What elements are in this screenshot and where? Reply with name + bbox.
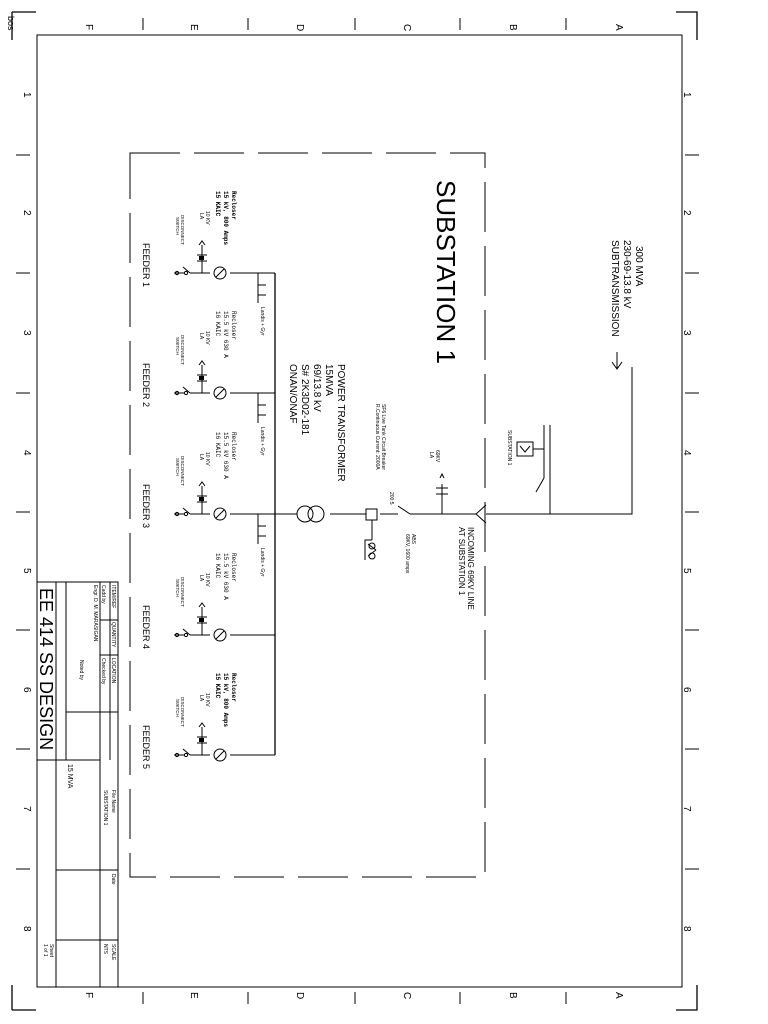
svg-text:ONAN/ONAF: ONAN/ONAF [287, 364, 298, 424]
recloser-label: 16 KAIC [214, 432, 221, 458]
row-letter: C [401, 24, 412, 32]
svg-text:69/13.8 kV: 69/13.8 kV [311, 364, 322, 412]
feeder-branch [141, 673, 275, 769]
recloser-label: 15.5 kV 630 A [222, 311, 229, 358]
col-number: 1 [681, 92, 692, 98]
drawing-title: EE 414 SS DESIGN [36, 588, 56, 751]
svg-text:FEEDER 5: FEEDER 5 [141, 725, 151, 770]
recloser-label: Recloser [230, 432, 237, 461]
svg-text:10 KV: 10 KV [204, 573, 210, 587]
svg-text:1 of 1: 1 of 1 [42, 944, 48, 957]
frame-row-letters-top [83, 24, 624, 31]
svg-text:LA: LA [428, 452, 434, 459]
power-transformer-label [287, 364, 346, 482]
col-number: 1 [21, 92, 32, 98]
metering-tap [258, 273, 266, 303]
svg-text:FEEDER 3: FEEDER 3 [141, 484, 151, 529]
svg-text:AT SUBSTATION 1: AT SUBSTATION 1 [457, 527, 466, 596]
recloser-label: 15.5 kV 630 A [222, 553, 229, 600]
row-letter: B [507, 992, 518, 999]
svg-text:10 KV: 10 KV [204, 693, 210, 707]
corner-tag: bos [6, 16, 16, 31]
recloser-label: 15.5 kV 630 A [222, 432, 229, 479]
svg-text:SUBSTATION 1: SUBSTATION 1 [102, 790, 108, 826]
col-number: 3 [21, 330, 32, 336]
incoming-line-label: INCOMING 69KV LINE [466, 527, 475, 610]
svg-text:10 KV: 10 KV [204, 211, 210, 225]
recloser-label: 16 KAIC [214, 553, 221, 579]
svg-text:69KV: 69KV [434, 450, 440, 463]
disconnect-switch-symbol [183, 387, 190, 393]
svg-text:Sheet: Sheet [48, 944, 54, 958]
svg-text:SUBTRANSMISSION: SUBTRANSMISSION [609, 240, 620, 337]
svg-text:Checked by: Checked by [100, 658, 106, 685]
svg-text:69KV, 1600 amps: 69KV, 1600 amps [404, 534, 410, 574]
svg-text:SUBSTATION 1: SUBSTATION 1 [506, 430, 512, 466]
recloser-label: Recloser [230, 673, 237, 702]
svg-text:Date: Date [110, 874, 116, 885]
recloser-label: 16 KAIC [214, 311, 221, 337]
svg-text:File Name: File Name [110, 790, 116, 813]
recloser-label: 15 KAIC [214, 673, 221, 699]
row-letter: F [83, 24, 94, 31]
col-number: 6 [21, 687, 32, 693]
feeder-branch [141, 191, 275, 336]
row-letter: E [188, 992, 199, 999]
recloser-label: 15 kV, 800 Amps [222, 191, 229, 246]
row-letter: C [401, 992, 412, 1000]
svg-text:DISCONNECT: DISCONNECT [180, 697, 185, 727]
col-number: 5 [21, 568, 32, 574]
svg-text:LA: LA [198, 454, 204, 461]
col-number: 4 [681, 450, 692, 456]
svg-text:SCALE: SCALE [110, 944, 116, 961]
feeder-branch [141, 553, 275, 649]
disconnect-switch-symbol [183, 749, 190, 755]
svg-text:DISCONNECT: DISCONNECT [180, 456, 185, 486]
svg-text:POWER TRANSFORMER: POWER TRANSFORMER [335, 364, 346, 482]
col-number: 6 [681, 687, 692, 693]
row-letter: D [294, 992, 305, 1000]
feeders [141, 191, 275, 769]
svg-text:Landis + Gyr: Landis + Gyr [259, 427, 265, 456]
svg-text:R.Continuous Current: 2000A: R.Continuous Current: 2000A [374, 404, 380, 470]
svg-text:LOCATION: LOCATION [110, 658, 116, 684]
svg-text:FEEDER 4: FEEDER 4 [141, 605, 151, 650]
svg-text:FEEDER 1: FEEDER 1 [141, 243, 151, 288]
col-number: 4 [21, 450, 32, 456]
svg-text:SF6 Live Tank Circuit Breaker: SF6 Live Tank Circuit Breaker [380, 404, 386, 471]
recloser-label: 15 kV, 800 Amps [222, 673, 229, 728]
svg-text:200:5: 200:5 [388, 492, 394, 505]
svg-text:Noted by: Noted by [78, 660, 84, 681]
svg-text:LA: LA [198, 575, 204, 582]
svg-text:Engr. D. M. MARASIGAN: Engr. D. M. MARASIGAN [92, 585, 98, 642]
metering-tap [258, 393, 266, 423]
svg-text:SWITCH: SWITCH [175, 458, 180, 476]
svg-text:15MVA: 15MVA [323, 364, 334, 397]
col-number: 7 [681, 806, 692, 812]
svg-text:DISCONNECT: DISCONNECT [180, 577, 185, 607]
recloser-label: Recloser [230, 311, 237, 340]
feeder-branch [141, 311, 275, 456]
svg-text:230-69-13.8 kV: 230-69-13.8 kV [621, 240, 632, 309]
row-letter: A [613, 24, 624, 31]
recloser-label: 15 KAIC [214, 191, 221, 217]
row-letter: B [507, 24, 518, 31]
svg-text:10 KV: 10 KV [204, 331, 210, 345]
svg-text:S# 2K3D02-181: S# 2K3D02-181 [299, 364, 310, 436]
frame-row-letters-bottom [83, 992, 624, 999]
col-number: 8 [681, 926, 692, 932]
col-number: 2 [21, 210, 32, 216]
col-number: 2 [681, 210, 692, 216]
feeder-branch [141, 432, 275, 577]
row-letter: F [83, 992, 94, 999]
col-number: 5 [681, 568, 692, 574]
svg-text:15 MVA: 15 MVA [66, 764, 73, 789]
disconnect-switch-symbol [183, 629, 190, 635]
svg-text:FEEDER 2: FEEDER 2 [141, 363, 151, 408]
svg-text:300 MVA: 300 MVA [633, 246, 644, 287]
row-letter: A [613, 992, 624, 999]
svg-text:LA: LA [198, 333, 204, 340]
col-number: 7 [21, 806, 32, 812]
svg-text:SWITCH: SWITCH [175, 579, 180, 597]
substation-title: SUBSTATION 1 [431, 180, 461, 364]
svg-text:DISCONNECT: DISCONNECT [180, 215, 185, 245]
col-number: 3 [681, 330, 692, 336]
svg-text:Cadd by: Cadd by [100, 585, 106, 604]
svg-text:ABS: ABS [410, 534, 416, 545]
svg-text:LA: LA [198, 213, 204, 220]
svg-text:SWITCH: SWITCH [175, 217, 180, 235]
svg-text:10 KV: 10 KV [204, 452, 210, 466]
disconnect-switch-symbol [183, 508, 190, 514]
svg-text:NTS: NTS [102, 944, 108, 954]
recloser-label: Recloser [230, 191, 237, 220]
svg-text:LA: LA [198, 695, 204, 702]
sheet-frame [12, 12, 699, 1010]
subtransmission-note [609, 240, 644, 337]
svg-text:SWITCH: SWITCH [175, 699, 180, 717]
row-letter: E [188, 24, 199, 31]
svg-text:QUANTITY: QUANTITY [110, 622, 116, 648]
col-number: 8 [21, 926, 32, 932]
metering-tap [258, 514, 266, 544]
svg-text:DISCONNECT: DISCONNECT [180, 335, 185, 365]
svg-text:SWITCH: SWITCH [175, 337, 180, 355]
disconnect-switch-symbol [183, 267, 190, 273]
svg-text:ITEM/REF: ITEM/REF [110, 585, 116, 609]
row-letter: D [294, 24, 305, 32]
title-block [36, 582, 118, 987]
svg-text:Landis + Gyr: Landis + Gyr [259, 548, 265, 577]
svg-text:Landis + Gyr: Landis + Gyr [259, 307, 265, 336]
recloser-label: Recloser [230, 553, 237, 582]
